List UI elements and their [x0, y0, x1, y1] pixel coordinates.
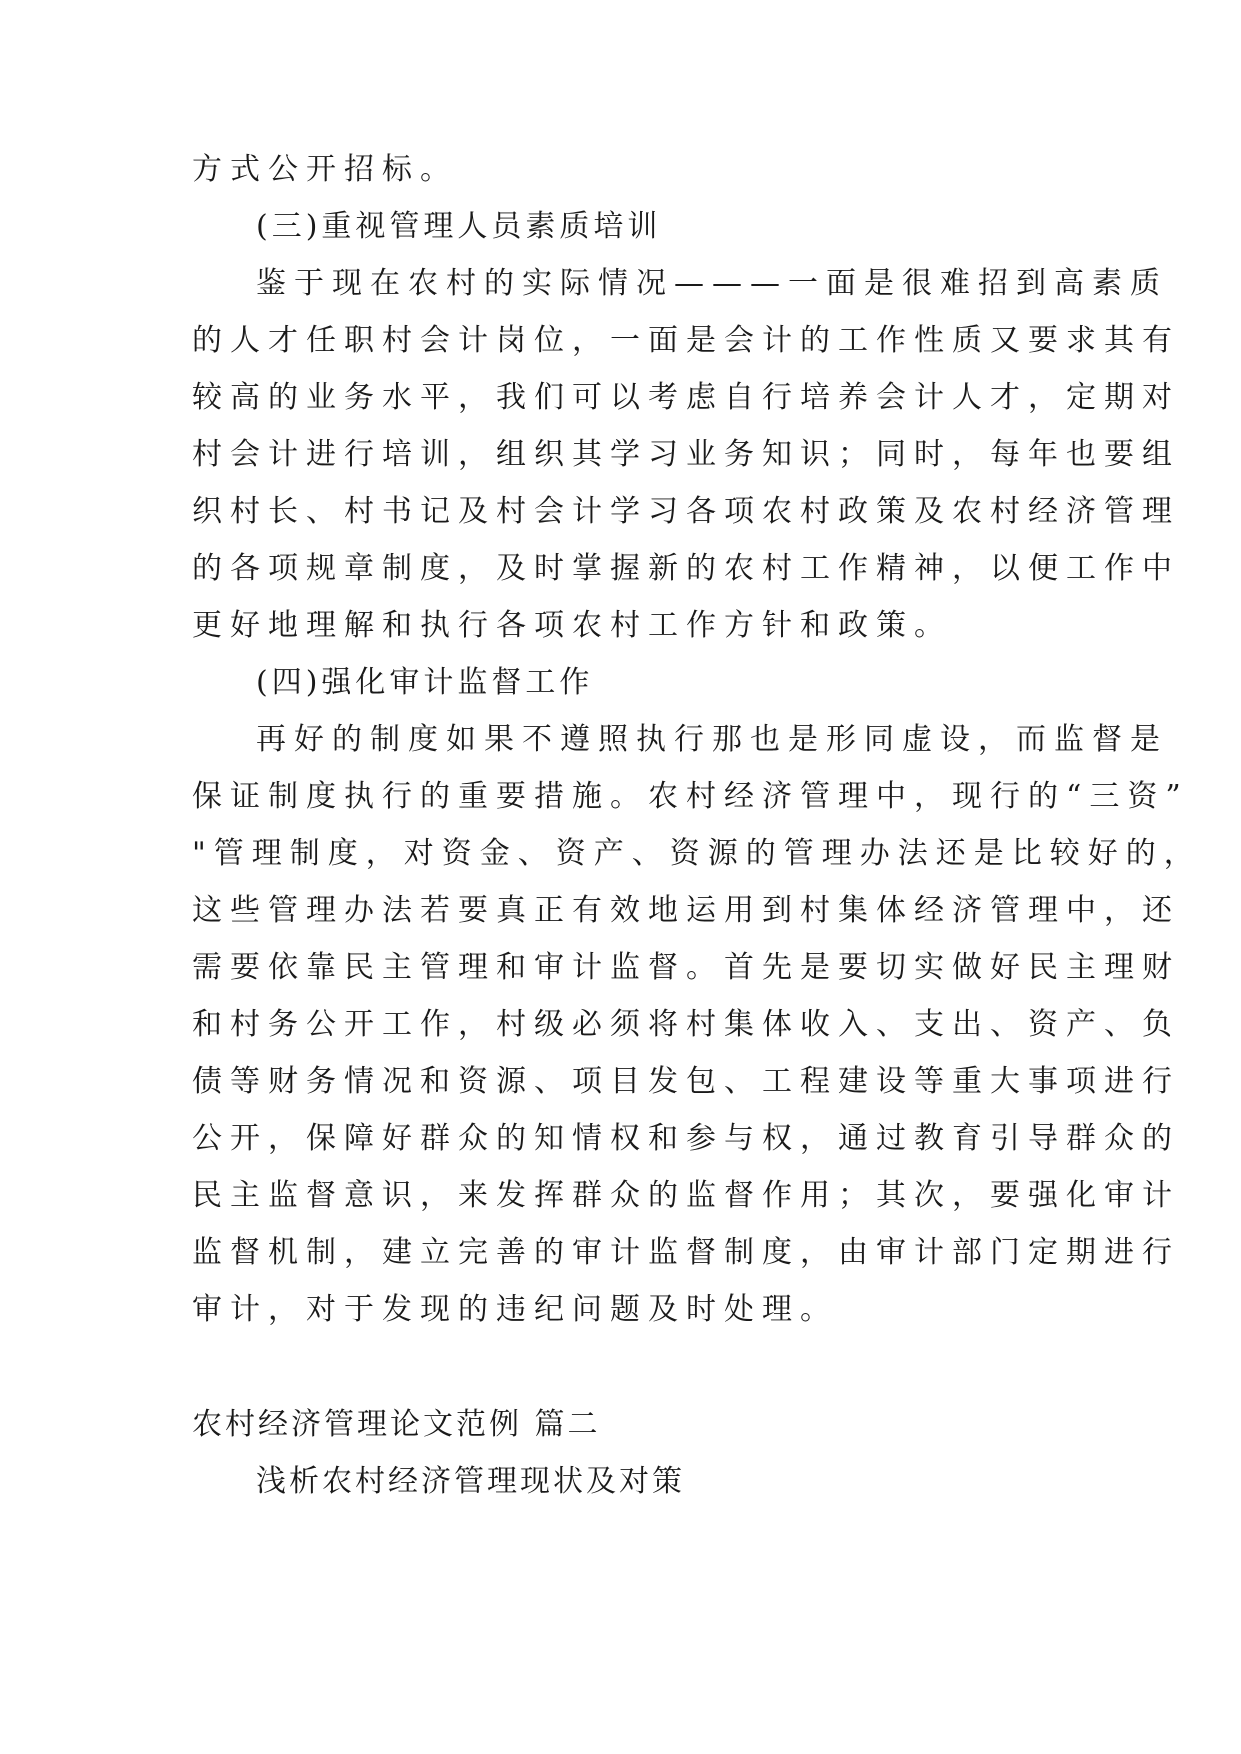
body-text-line: 和村务公开工作，村级必须将村集体收入、支出、资产、负 — [192, 1007, 1180, 1042]
body-text-line: 监督机制，建立完善的审计监督制度，由审计部门定期进行 — [192, 1235, 1180, 1270]
section-title: 农村经济管理论文范例 篇二 — [192, 1407, 601, 1442]
body-text-line: 方式公开招标。 — [192, 152, 458, 187]
body-text-line: 较高的业务水平，我们可以考虑自行培养会计人才，定期对 — [192, 380, 1180, 415]
section-heading: (四)强化审计监督工作 — [256, 665, 594, 700]
body-text-line: 再好的制度如果不遵照执行那也是形同虚设，而监督是 — [256, 722, 1168, 757]
body-text-line: 织村长、村书记及村会计学习各项农村政策及农村经济管理 — [192, 494, 1180, 529]
body-text-line: 村会计进行培训，组织其学习业务知识；同时，每年也要组 — [192, 437, 1180, 472]
body-text-line: 这些管理办法若要真正有效地运用到村集体经济管理中，还 — [192, 893, 1180, 928]
body-text-line: 需要依靠民主管理和审计监督。首先是要切实做好民主理财 — [192, 950, 1180, 985]
body-text-line: 审计，对于发现的违纪问题及时处理。 — [192, 1292, 838, 1327]
body-text-line: 的各项规章制度，及时掌握新的农村工作精神，以便工作中 — [192, 551, 1180, 586]
body-text-line: 的人才任职村会计岗位，一面是会计的工作性质又要求其有 — [192, 323, 1180, 358]
body-text-line: 更好地理解和执行各项农村工作方针和政策。 — [192, 608, 952, 643]
section-heading: (三)重视管理人员素质培训 — [256, 209, 662, 244]
article-title: 浅析农村经济管理现状及对策 — [256, 1464, 685, 1499]
body-text-line: "管理制度，对资金、资产、资源的管理办法还是比较好的， — [192, 836, 1202, 871]
body-text-line: 债等财务情况和资源、项目发包、工程建设等重大事项进行 — [192, 1064, 1180, 1099]
body-text-line: 鉴于现在农村的实际情况———一面是很难招到高素质 — [256, 266, 1168, 301]
body-text-line: 公开，保障好群众的知情权和参与权，通过教育引导群众的 — [192, 1121, 1180, 1156]
body-text-line: 民主监督意识，来发挥群众的监督作用；其次，要强化审计 — [192, 1178, 1180, 1213]
body-text-line: 保证制度执行的重要措施。农村经济管理中，现行的“三资” — [192, 779, 1189, 814]
